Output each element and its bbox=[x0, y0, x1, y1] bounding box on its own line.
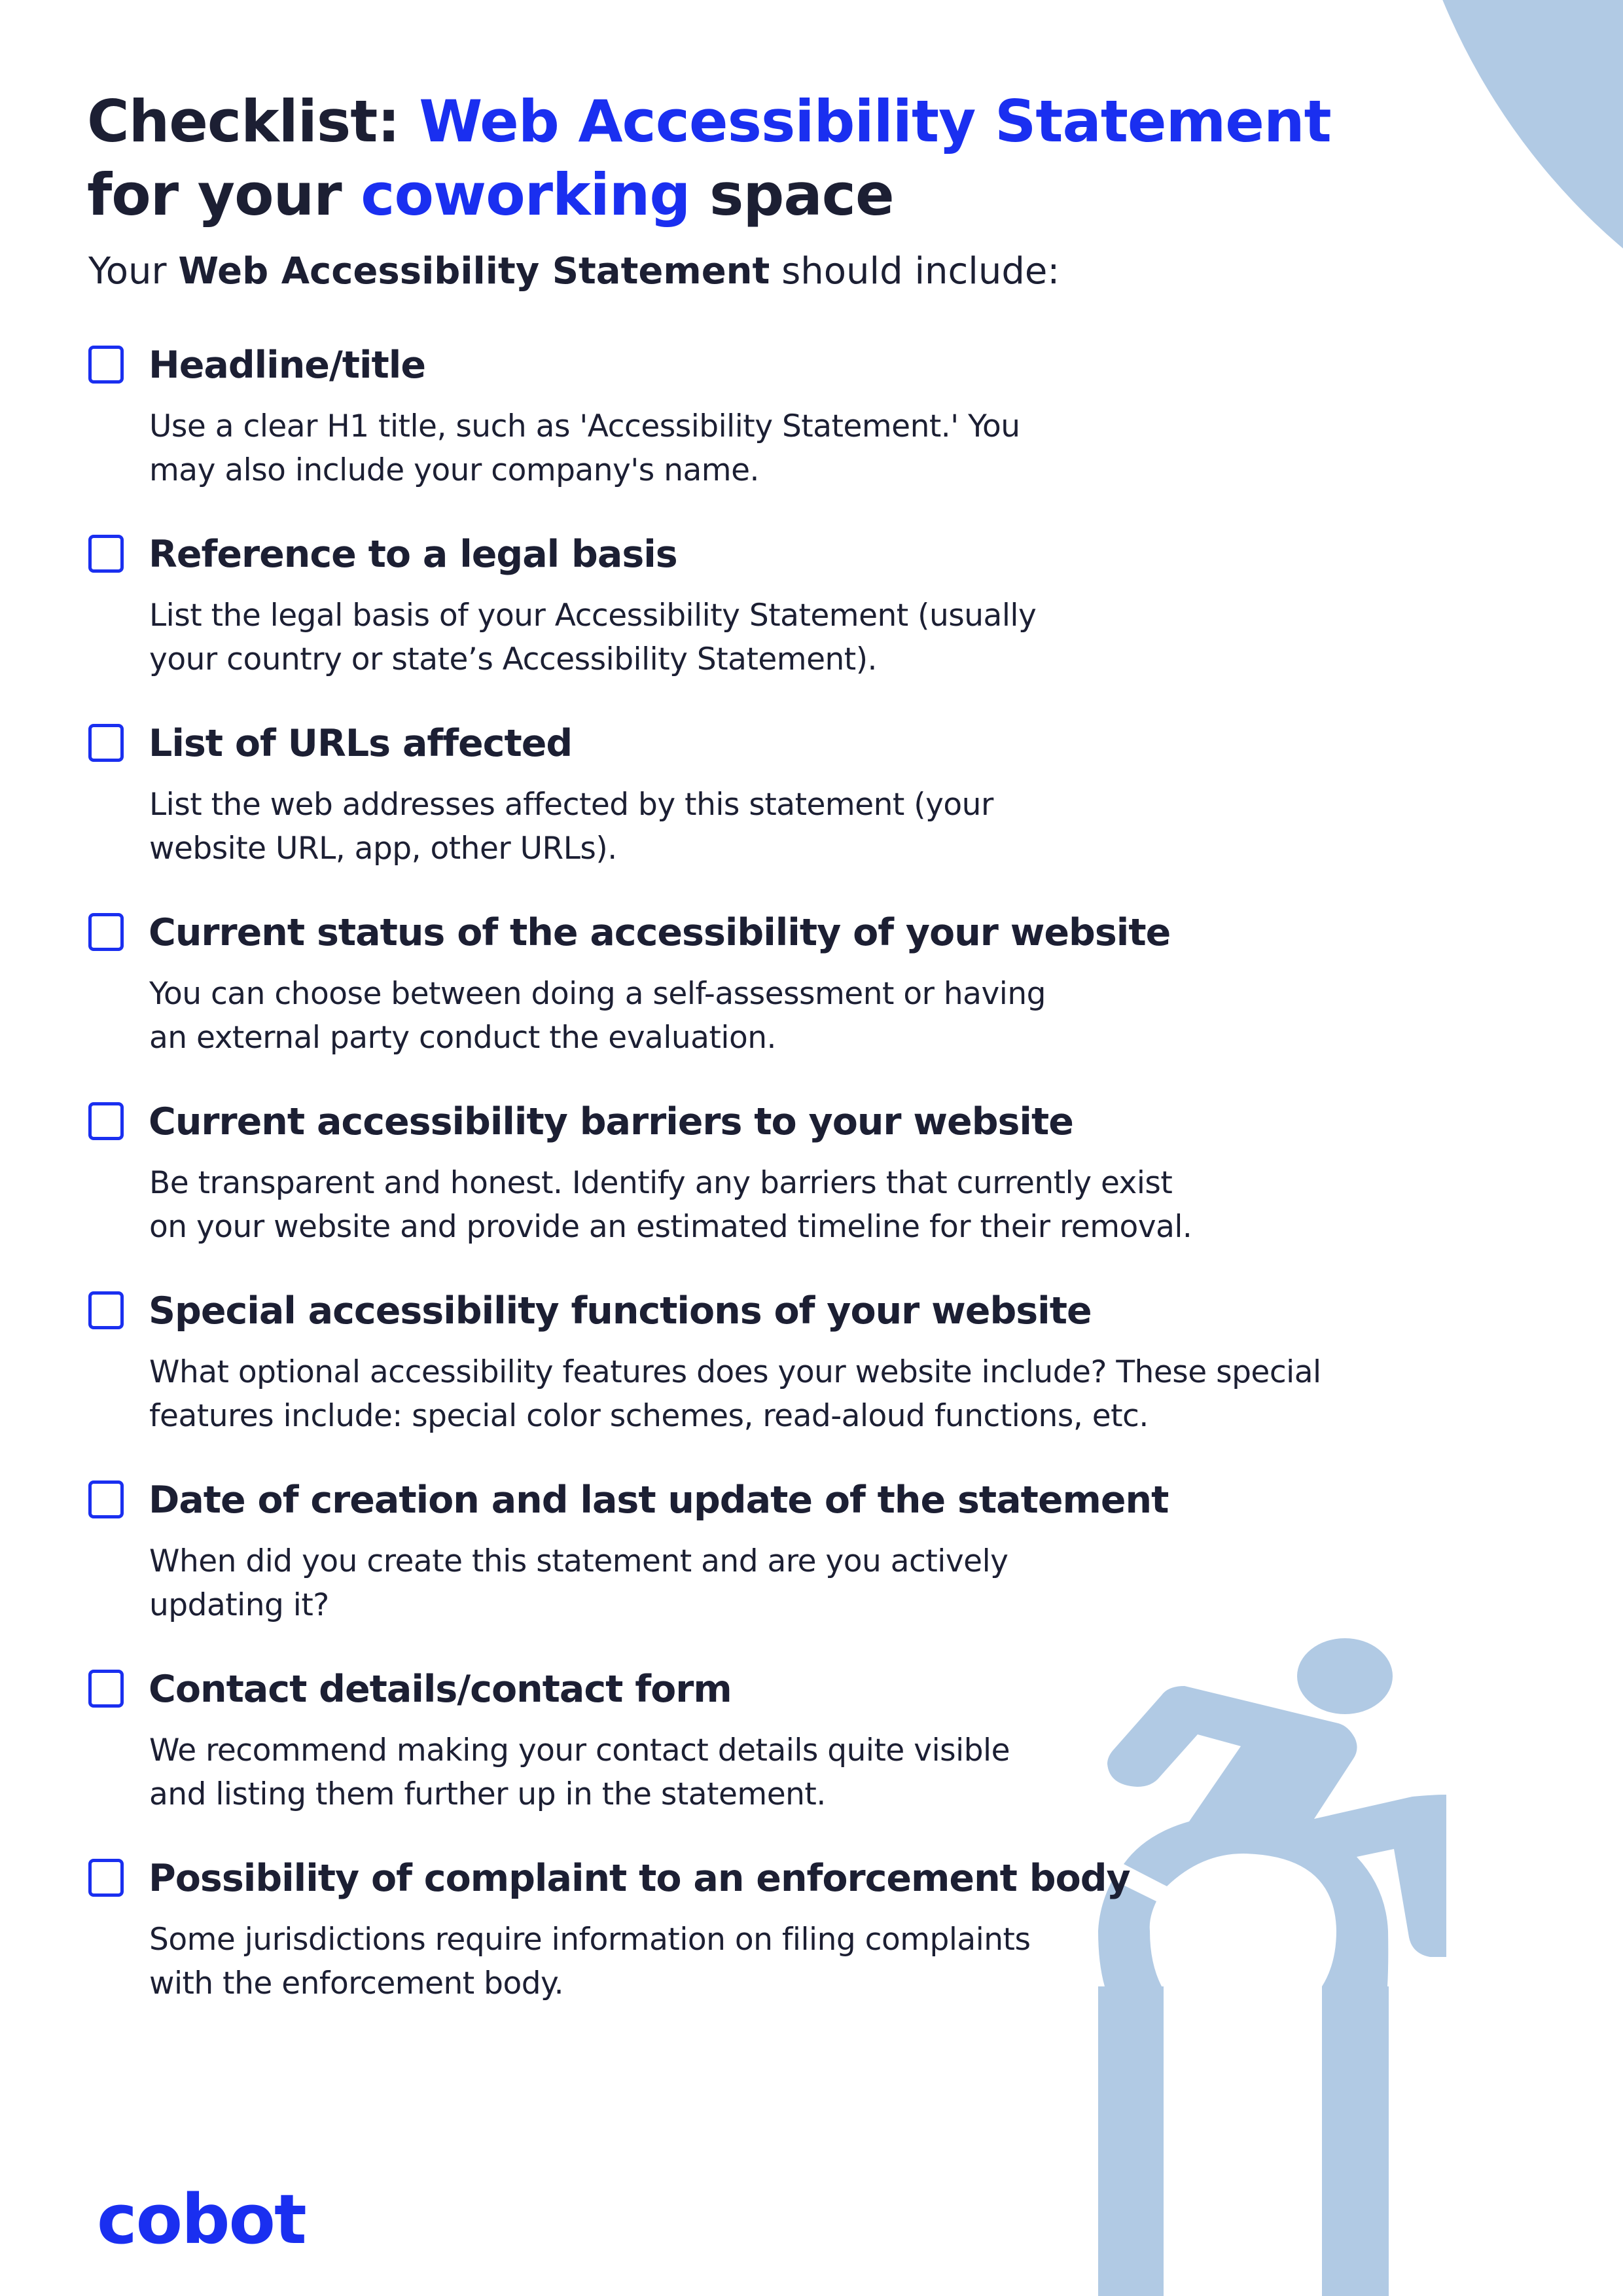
item-title: Current status of the accessibility of your website bbox=[149, 911, 1171, 954]
checklist-item-barriers bbox=[88, 1096, 1397, 1285]
title-part-for-your: for your bbox=[87, 161, 361, 228]
description-line: your country or state’s Accessibility Statement). bbox=[149, 641, 877, 677]
item-description bbox=[149, 594, 1393, 681]
page-title bbox=[87, 85, 1331, 232]
item-title: List of URLs affected bbox=[149, 722, 573, 765]
checklist-item-urls bbox=[88, 717, 1397, 906]
checkbox[interactable] bbox=[88, 1859, 124, 1897]
title-accent-coworking: coworking bbox=[361, 161, 690, 228]
item-description bbox=[149, 783, 1393, 870]
description-line: updating it? bbox=[149, 1587, 329, 1623]
description-line: an external party conduct the evaluation. bbox=[149, 1020, 776, 1056]
title-part-checklist: Checklist: bbox=[87, 88, 419, 155]
item-title: Special accessibility functions of your website bbox=[149, 1289, 1092, 1333]
description-line: When did you create this statement and are you actively bbox=[149, 1543, 1008, 1579]
checklist-item-legal-basis bbox=[88, 528, 1397, 717]
description-line: may also include your company's name. bbox=[149, 452, 759, 488]
checkbox[interactable] bbox=[88, 535, 124, 573]
decorative-circle-shape bbox=[1391, 0, 1623, 393]
item-description bbox=[149, 1350, 1393, 1438]
item-description bbox=[149, 1161, 1393, 1249]
description-line: features include: special color schemes, read-aloud functions, etc. bbox=[149, 1398, 1149, 1434]
description-line: We recommend making your contact details quite visible bbox=[149, 1732, 1010, 1768]
checklist-item-contact bbox=[88, 1663, 1397, 1852]
checkbox[interactable] bbox=[88, 346, 124, 384]
description-line: and listing them further up in the statement. bbox=[149, 1776, 826, 1812]
checkbox[interactable] bbox=[88, 724, 124, 762]
checkbox[interactable] bbox=[88, 1102, 124, 1140]
checkbox[interactable] bbox=[88, 1670, 124, 1708]
checklist-item-complaint bbox=[88, 1852, 1397, 2041]
item-description bbox=[149, 1729, 1393, 1816]
checkbox[interactable] bbox=[88, 1291, 124, 1329]
checklist-item-current-status bbox=[88, 906, 1397, 1096]
checkbox[interactable] bbox=[88, 1480, 124, 1518]
item-title: Contact details/contact form bbox=[149, 1668, 732, 1711]
intro-prefix: Your bbox=[88, 250, 179, 293]
item-title: Current accessibility barriers to your website bbox=[149, 1100, 1073, 1143]
intro-text bbox=[88, 245, 1060, 298]
description-line: List the web addresses affected by this statement (your bbox=[149, 787, 993, 823]
intro-suffix: should include: bbox=[770, 250, 1060, 293]
description-line: List the legal basis of your Accessibility Statement (usually bbox=[149, 598, 1037, 634]
cobot-logo: cobot bbox=[97, 2179, 306, 2259]
checklist-item-special-functions bbox=[88, 1285, 1397, 1474]
item-description bbox=[149, 972, 1393, 1060]
intro-bold: Web Accessibility Statement bbox=[178, 250, 770, 293]
item-description bbox=[149, 1539, 1393, 1627]
checklist bbox=[88, 339, 1397, 2041]
description-line: website URL, app, other URLs). bbox=[149, 831, 617, 867]
description-line: Some jurisdictions require information on filing complaints bbox=[149, 1922, 1031, 1958]
description-line: on your website and provide an estimated timeline for their removal. bbox=[149, 1209, 1192, 1245]
item-description bbox=[149, 404, 1393, 492]
description-line: You can choose between doing a self-assessment or having bbox=[149, 976, 1046, 1012]
description-line: Be transparent and honest. Identify any barriers that currently exist bbox=[149, 1165, 1173, 1201]
item-title: Date of creation and last update of the statement bbox=[149, 1479, 1169, 1522]
item-title: Headline/title bbox=[149, 344, 425, 387]
description-line: What optional accessibility features does your website include? These special bbox=[149, 1354, 1321, 1390]
title-part-space: space bbox=[690, 161, 894, 228]
description-line: Use a clear H1 title, such as 'Accessibility Statement.' You bbox=[149, 408, 1020, 444]
title-accent-web-accessibility-statement: Web Accessibility Statement bbox=[419, 88, 1331, 155]
checklist-item-headline bbox=[88, 339, 1397, 528]
item-title: Reference to a legal basis bbox=[149, 533, 677, 576]
checklist-item-dates bbox=[88, 1474, 1397, 1663]
item-title: Possibility of complaint to an enforcement body bbox=[149, 1857, 1130, 1900]
checkbox[interactable] bbox=[88, 913, 124, 951]
item-description bbox=[149, 1918, 1393, 2005]
description-line: with the enforcement body. bbox=[149, 1965, 564, 2001]
